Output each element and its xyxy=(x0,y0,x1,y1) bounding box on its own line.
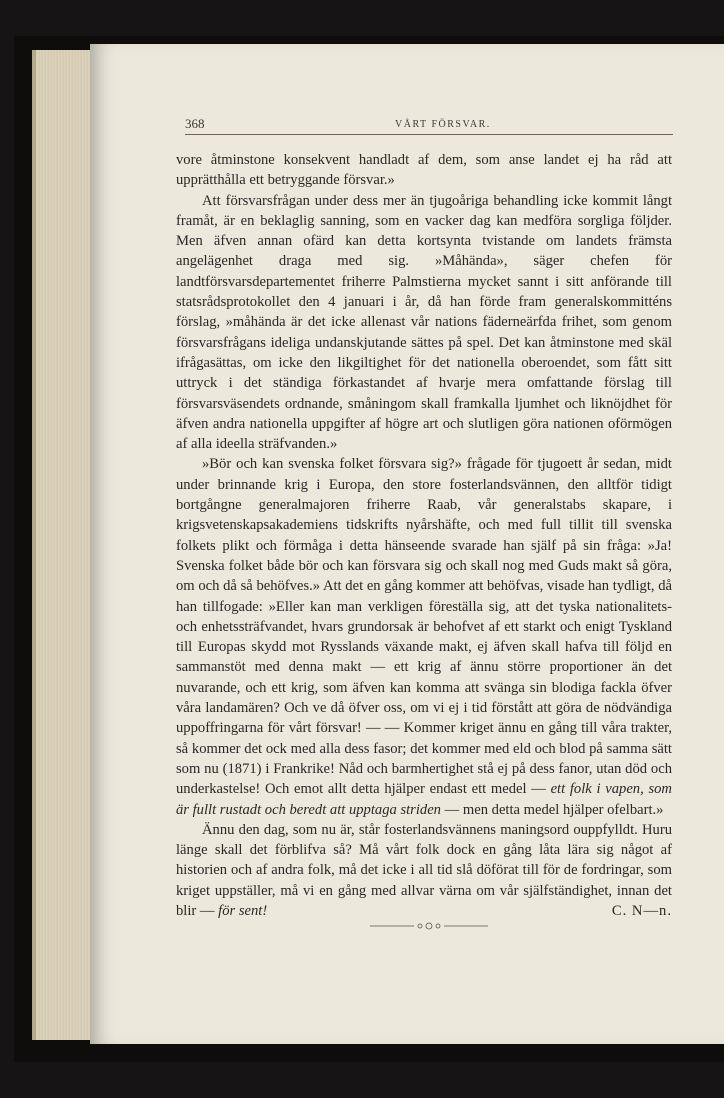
ornament-divider xyxy=(370,921,488,931)
paragraph xyxy=(176,820,672,921)
italic-emphasis: för sent! xyxy=(218,902,268,919)
signature: C. N—n. xyxy=(611,902,672,919)
page-number: 368 xyxy=(185,116,205,131)
running-title: VÅRT FÖRSVAR. xyxy=(395,119,491,130)
paragraph xyxy=(176,454,672,819)
page-header xyxy=(185,116,673,135)
paragraph: vore åtminstone konsekvent handladt af dem, som anse landet ej ha råd att upprätthålla ett betryggande försvar.» xyxy=(176,152,672,189)
paragraph-text: — men detta medel hjälper ofelbart.» xyxy=(444,801,664,818)
paragraph: Att försvarsfrågan under dess mer än tjugoåriga behandling icke kommit långt framåt, är en beklaglig sanning, som en vacker dag kan medföra sorgliga följder. Men äfven annan ofärd kan detta kortsynta tvistande om landets främsta angelägenhet draga med sig. »Måhända», säger chefen för landtförsvarsdepartementet friherre Palmstierna mycket sannt i sitt anförande till statsrådsprotokollet den 4 januari i år, då han förde fram generalskommitténs förslag, »måhända är det icke allenast vår nations fäderneärfda frihet, som genom försvarsfrågans ideliga undanskjutande sättes på spel. Det kan åtminstone med skäl ifrågasättas, om icke den likgiltighet för det nationella oberoendet, som fått sitt uttryck i det ständiga förkastandet af hvarje mera omfattande förslag till försvarsväsendets ordnande, småningom skall framkalla ljumhet och liknöjdhet för äfven andra nationella uppgifter af högre art och slutligen göra nationen oförmögen af alla ideella sträfvanden.» xyxy=(176,192,672,453)
body-text xyxy=(176,150,672,921)
italic-emphasis: ett folk i vapen, som är fullt rustadt och beredt att upptaga striden xyxy=(176,781,672,818)
paragraph-text: Ännu den dag, som nu är, står fosterlandsvännens maningsord ouppfylldt. Huru länge skall det förblifva så? Må vårt folk dock en gång låta lära sig något af historien och af andra folk, må det icke i all tid slå döförat till för de fordringar, som kriget uppställer, må vi en gång med allvar värna om vår själfständighet, innan det blir — xyxy=(176,821,672,919)
paragraph-text: »Bör och kan svenska folket försvara sig?» frågade för tjugoett år sedan, midt under brinnande krig i Europa, den store fosterlandsvännen, den alltför tidigt bortgångne generalmajoren friherre Raab, vår generalstabs skapare, i krigsvetenskapsakademiens tidskrifts nyårshäfte, och med full tillit till svenska folkets plikt och förmåga i detta hänseende svarade han själf på sin fråga: »Ja! Svenska folket både bör och kan försvara sig och skall nog med Guds makt så göra, om och då så behöfves.» Att det en gång kommer att behöfvas, visade han tydligt, då han tillfogade: »Eller kan man verkligen föreställa sig, att det tyska nationalitets- och enhetssträfvandet, hvars grundorsak är behofvet af ett starkt och enigt Tyskland till Europas skydd mot Rysslands växande makt, ej äfven skall hafva till följd en sammanstöt med denna makt — ett krig af ännu större proportioner än det nuvarande, och ett krig, som äfven kan komma att svänga sin blodiga fackla öfver våra landamären? Och ve då öfver oss, om vi ej i tid förstått att göra de nödvändiga uppoffringarna för vårt försvar! — — Kommer kriget ännu en gång till våra trakter, så kommer det ock med alla dess fasor; det kommer med eld och blod på samma sätt som nu (1871) i Frankrike! Nåd och barmhertighet stå ej på dess fanor, utan död och underkastelse! Och emot allt detta hjälper endast ett medel — xyxy=(176,456,672,798)
